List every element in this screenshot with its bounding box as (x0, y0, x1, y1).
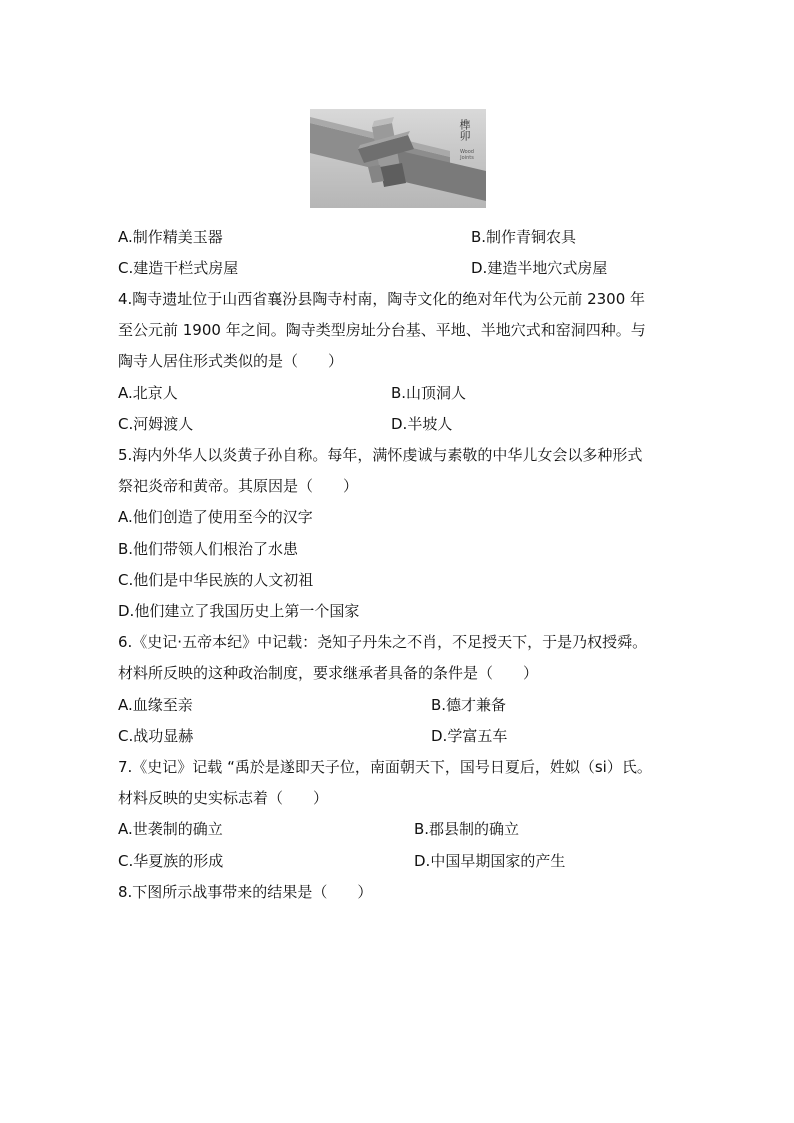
q8-stem-line-1: 8.下图所示战事带来的结果是（ ） (118, 883, 373, 901)
q6-option-b[interactable]: B.德才兼备 (431, 696, 507, 714)
q7-option-c[interactable]: C.华夏族的形成 (118, 852, 224, 870)
mortise-tenon-figure (310, 109, 486, 208)
q5-option-a[interactable]: A.他们创造了使用至今的汉字 (118, 508, 313, 526)
q5-stem-line-2: 祭祀炎帝和黄帝。其原因是（ ） (118, 477, 359, 495)
figure-caption-en: Wood Joints (460, 149, 474, 161)
q6-option-d[interactable]: D.学富五车 (431, 727, 508, 745)
q7-option-d[interactable]: D.中国早期国家的产生 (414, 852, 566, 870)
q4-option-a[interactable]: A.北京人 (118, 384, 178, 402)
q5-stem-line-1: 5.海内外华人以炎黄子孙自称。每年，满怀虔诚与素敬的中华儿女会以多种形式 (118, 446, 643, 464)
figure-caption-cn: 榫卯 (458, 119, 471, 141)
q6-stem-line-2: 材料所反映的这种政治制度，要求继承者具备的条件是（ ） (118, 664, 539, 682)
q6-option-a[interactable]: A.血缘至亲 (118, 696, 193, 714)
q5-option-c[interactable]: C.他们是中华民族的人文初祖 (118, 571, 314, 589)
q3-option-a[interactable]: A.制作精美玉器 (118, 228, 223, 246)
q4-stem-line-1: 4.陶寺遗址位于山西省襄汾县陶寺村南，陶寺文化的绝对年代为公元前 2300 年 (118, 290, 646, 308)
q5-option-b[interactable]: B.他们带领人们根治了水患 (118, 540, 299, 558)
q3-option-c[interactable]: C.建造干栏式房屋 (118, 259, 239, 277)
q7-option-a[interactable]: A.世袭制的确立 (118, 820, 223, 838)
q6-stem-line-1: 6.《史记·五帝本纪》中记载：尧知子丹朱之不肖，不足授天下，于是乃权授舜。 (118, 633, 648, 651)
q4-stem-line-3: 陶寺人居住形式类似的是（ ） (118, 352, 344, 370)
q4-option-d[interactable]: D.半坡人 (391, 415, 453, 433)
q6-option-c[interactable]: C.战功显赫 (118, 727, 194, 745)
q5-option-d[interactable]: D.他们建立了我国历史上第一个国家 (118, 602, 360, 620)
q7-stem-line-2: 材料反映的史实标志着（ ） (118, 789, 329, 807)
q3-option-d[interactable]: D.建造半地穴式房屋 (471, 259, 608, 277)
q4-option-b[interactable]: B.山顶洞人 (391, 384, 467, 402)
q4-stem-line-2: 至公元前 1900 年之间。陶寺类型房址分台基、平地、半地穴式和窑洞四种。与 (118, 321, 646, 339)
q7-option-b[interactable]: B.郡县制的确立 (414, 820, 520, 838)
q3-option-b[interactable]: B.制作青铜农具 (471, 228, 577, 246)
q4-option-c[interactable]: C.河姆渡人 (118, 415, 194, 433)
q7-stem-line-1: 7.《史记》记载 “禹於是遂即天子位，南面朝天下，国号日夏后，姓姒（si）氏。 (118, 758, 652, 776)
